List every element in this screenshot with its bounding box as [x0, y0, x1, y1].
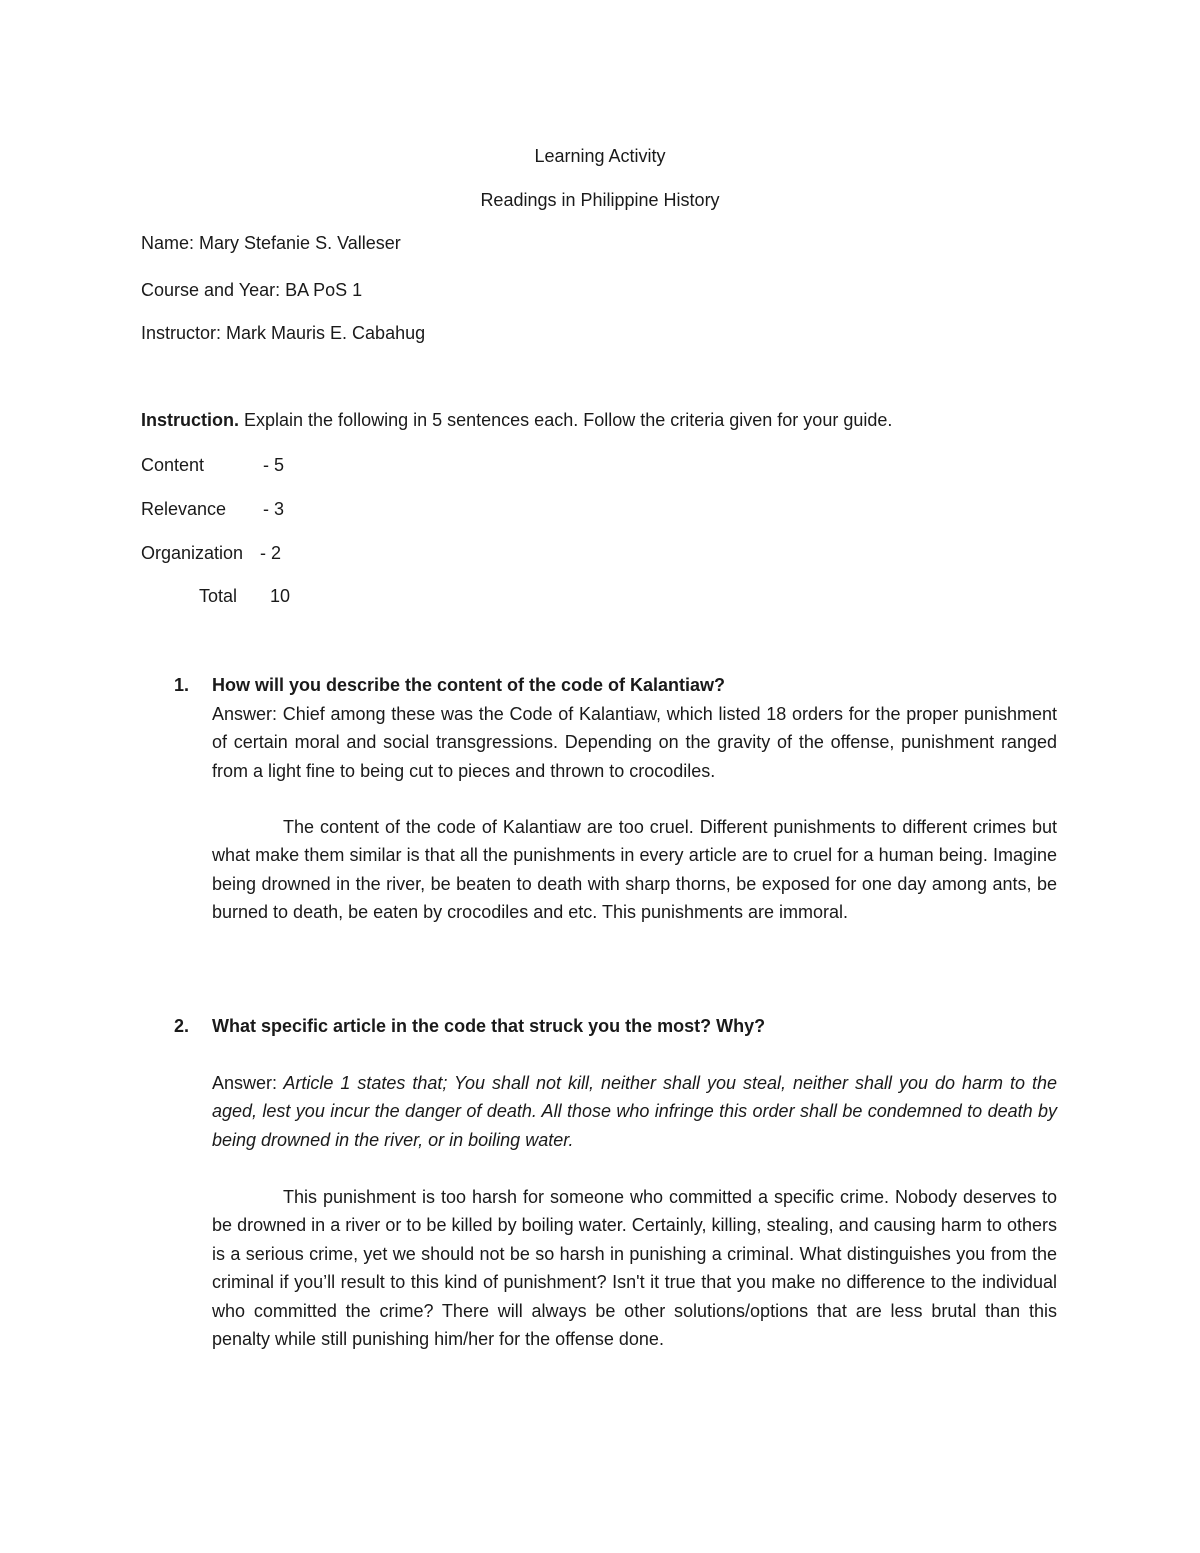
document-title: Learning Activity	[534, 146, 666, 166]
answer-label: Answer:	[212, 704, 278, 724]
rubric-total-value: 10	[270, 586, 291, 606]
rubric-score-relevance: - 3	[263, 499, 285, 519]
answer-text: Chief among these was the Code of Kalantiaw, which listed 18 orders for the proper punishment of certain moral and social transgressions. Depending on the gravity of the offense, punishment ranged from a light fine to being cut to pieces and thrown to crocodiles.	[212, 704, 1057, 781]
rubric-score-organization: - 2	[260, 543, 282, 563]
question-number: 2.	[174, 1016, 190, 1036]
document-subtitle: Readings in Philippine History	[480, 190, 720, 210]
answer-paragraph	[212, 1069, 1057, 1154]
instructor-name: Instructor: Mark Mauris E. Cabahug	[141, 323, 426, 343]
discussion-paragraph: This punishment is too harsh for someone who committed a specific crime. Nobody deserves to be drowned in a river or to be killed by boiling water. Certainly, killing, stealing, and causing harm to others is a serious crime, yet we should not be so harsh in punishing a criminal. What distinguishes you from the criminal if you’ll result to this kind of punishment? Isn't it true that you make no difference to the individual who committed the crime? There will always be other solutions/options that are less brutal than this penalty while still punishing him/her for the offense done.	[212, 1187, 1057, 1350]
question-text: How will you describe the content of the code of Kalantiaw?	[212, 675, 726, 695]
discussion-paragraph: The content of the code of Kalantiaw are too cruel. Different punishments to different crimes but what make them similar is that all the punishments in every article are to cruel for a human being. Imagine being drowned in the river, be beaten to death with sharp thorns, be exposed for one day among ants, be burned to death, be eaten by crocodiles and etc. This punishments are immoral.	[212, 817, 1057, 923]
question-number: 1.	[174, 675, 190, 695]
answer-paragraph	[212, 700, 1057, 785]
rubric-total-label: Total	[199, 586, 238, 606]
instruction-line	[141, 408, 892, 432]
question-text: What specific article in the code that struck you the most? Why?	[212, 1016, 766, 1036]
answer-label: Answer:	[212, 1073, 278, 1093]
rubric-label-relevance: Relevance	[141, 499, 227, 519]
instruction-text: Explain the following in 5 sentences each. Follow the criteria given for your guide.	[239, 410, 893, 430]
instruction-label: Instruction.	[141, 410, 239, 430]
answer-text: Article 1 states that; You shall not kill, neither shall you steal, neither shall you do harm to the aged, lest you incur the danger of death. All those who infringe this order shall be condemned to death by being drowned in the river, or in boiling water.	[212, 1073, 1057, 1150]
student-name: Name: Mary Stefanie S. Valleser	[141, 233, 401, 253]
rubric-label-organization: Organization	[141, 543, 244, 563]
rubric-score-content: - 5	[263, 455, 285, 475]
rubric-label-content: Content	[141, 455, 205, 475]
course-and-year: Course and Year: BA PoS 1	[141, 280, 363, 300]
